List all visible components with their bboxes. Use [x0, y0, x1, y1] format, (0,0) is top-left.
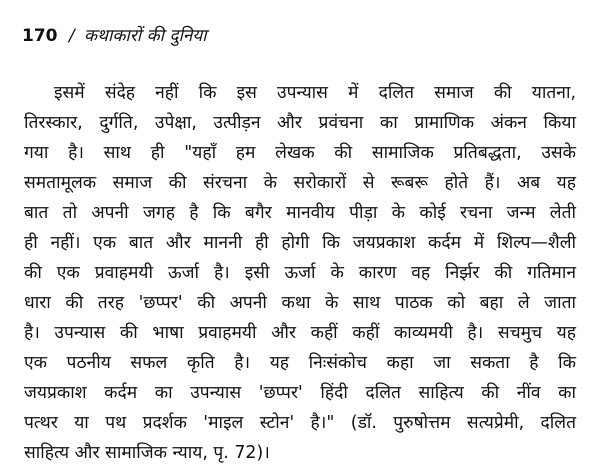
- body-paragraph: [24, 78, 576, 468]
- text-line: धारा की तरह 'छप्पर' की अपनी कथा के साथ पाठक को बहा ले जाता: [24, 293, 576, 313]
- header-separator: /: [68, 26, 75, 46]
- text-line: तिरस्कार, दुर्गति, उपेक्षा, उत्पीड़न और प्रवंचना का प्रामाणिक अंकन किया: [24, 113, 576, 133]
- text-line: साहित्य और सामाजिक न्याय, पृ. 72)।: [24, 443, 270, 463]
- text-line: बात तो अपनी जगह है कि बगैर मानवीय पीड़ा के कोई रचना जन्म लेती: [24, 203, 576, 223]
- book-title: कथाकारों की दुनिया: [84, 26, 207, 46]
- text-line: एक पठनीय सफल कृति है। यह निःसंकोच कहा जा सकता है कि: [24, 353, 576, 373]
- text-line: समतामूलक समाज की संरचना के सरोकारों से रूबरू होते हैं। अब यह: [24, 173, 576, 193]
- text-line: पत्थर या पथ प्रदर्शक 'माइल स्टोन' है।" (डॉ. पुरुषोत्तम सत्यप्रेमी, दलित: [24, 413, 576, 433]
- text-line: ही नहीं। एक बात और माननी ही होगी कि जयप्रकाश कर्दम में शिल्प—शैली: [24, 233, 576, 253]
- text-line: गया है। साथ ही "यहाँ हम लेखक की सामाजिक प्रतिबद्धता, उसके: [24, 143, 576, 163]
- text-line: है। उपन्यास की भाषा प्रवाहमयी और कहीं कहीं काव्यमयी है। सचमुच यह: [24, 323, 576, 343]
- page-number: 170: [22, 26, 58, 46]
- text-line: इसमें संदेह नहीं कि इस उपन्यास में दलित समाज की यातना,: [54, 83, 576, 103]
- text-line: जयप्रकाश कर्दम का उपन्यास 'छप्पर' हिंदी दलित साहित्य की नींव का: [24, 383, 576, 403]
- text-line: की एक प्रवाहमयी ऊर्जा है। इसी ऊर्जा के कारण वह निर्झर की गतिमान: [24, 263, 576, 283]
- running-header: [22, 24, 207, 48]
